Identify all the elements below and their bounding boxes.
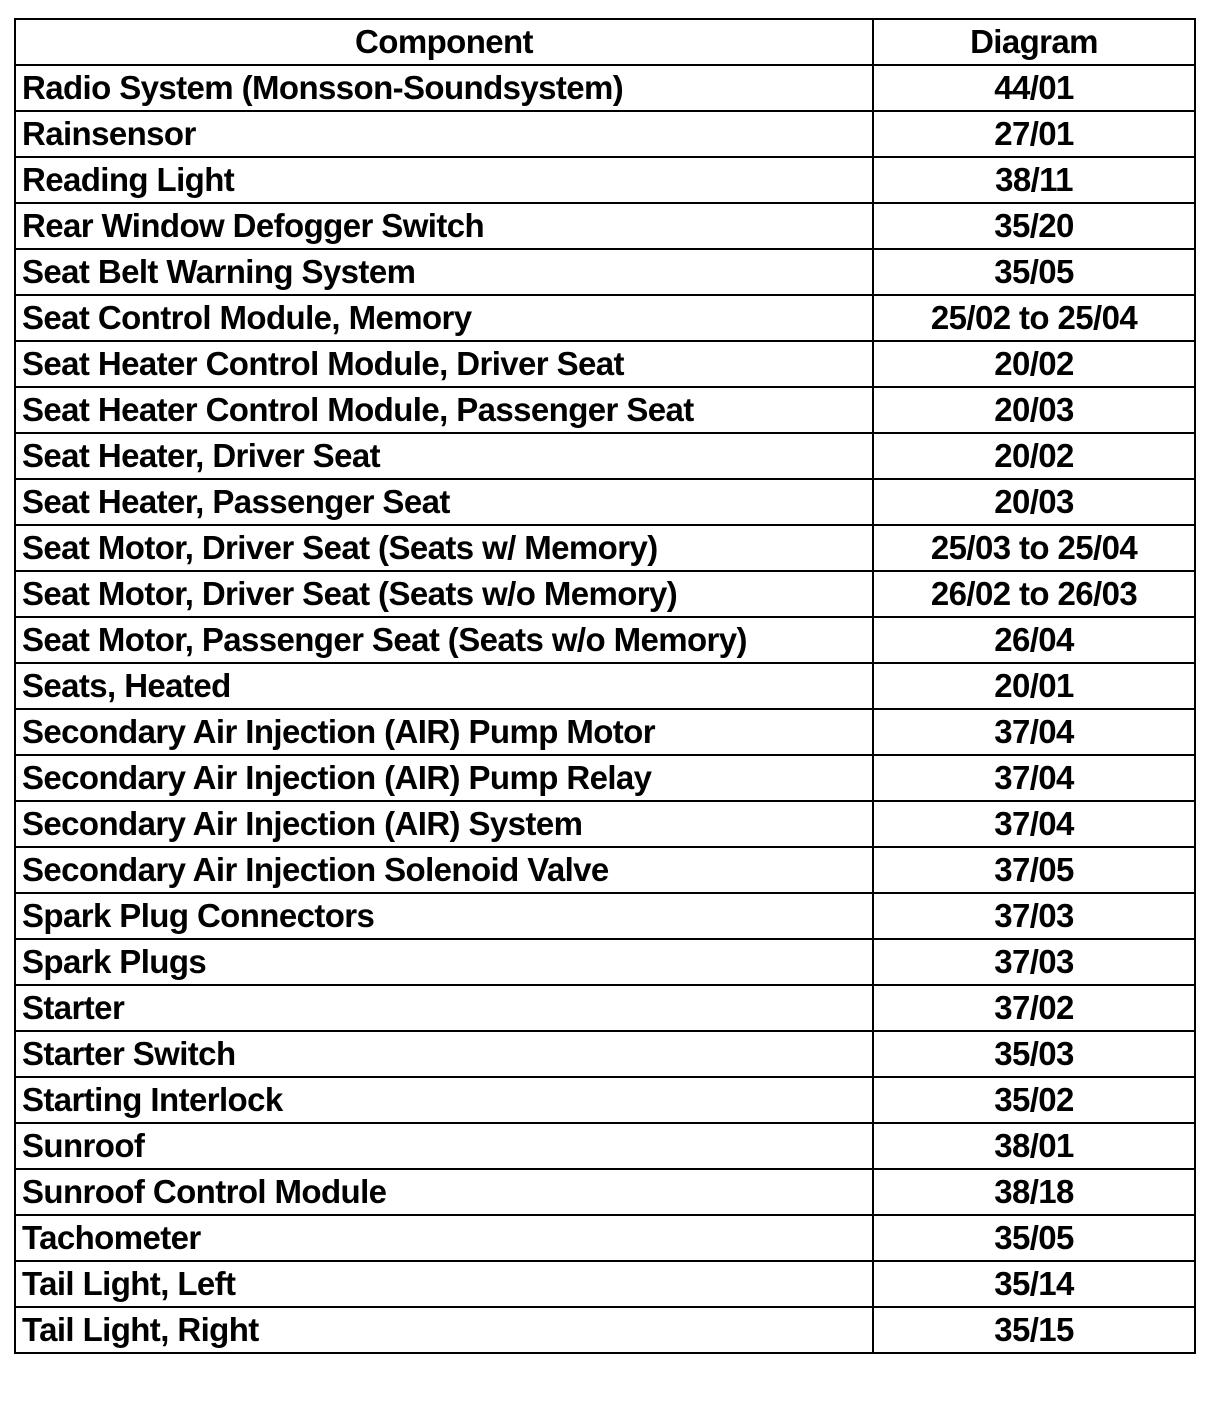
- diagram-cell: 35/14: [873, 1261, 1195, 1307]
- table-row: [15, 893, 1195, 939]
- component-cell: Sunroof: [15, 1123, 873, 1169]
- table-row: [15, 617, 1195, 663]
- table-row: [15, 755, 1195, 801]
- diagram-cell: 20/02: [873, 433, 1195, 479]
- diagram-cell: 37/04: [873, 709, 1195, 755]
- diagram-cell: 26/02 to 26/03: [873, 571, 1195, 617]
- component-cell: Seat Control Module, Memory: [15, 295, 873, 341]
- table-row: [15, 341, 1195, 387]
- diagram-cell: 35/03: [873, 1031, 1195, 1077]
- component-cell: Seat Motor, Driver Seat (Seats w/o Memory): [15, 571, 873, 617]
- component-cell: Seat Belt Warning System: [15, 249, 873, 295]
- diagram-cell: 37/05: [873, 847, 1195, 893]
- table-row: [15, 111, 1195, 157]
- table-row: [15, 1123, 1195, 1169]
- table-row: [15, 1031, 1195, 1077]
- component-cell: Sunroof Control Module: [15, 1169, 873, 1215]
- diagram-cell: 37/04: [873, 755, 1195, 801]
- diagram-cell: 27/01: [873, 111, 1195, 157]
- table-row: [15, 479, 1195, 525]
- diagram-cell: 37/03: [873, 939, 1195, 985]
- diagram-cell: 44/01: [873, 65, 1195, 111]
- table-row: [15, 203, 1195, 249]
- table-body: [15, 65, 1195, 1353]
- diagram-cell: 38/11: [873, 157, 1195, 203]
- component-cell: Tail Light, Right: [15, 1307, 873, 1353]
- diagram-cell: 38/18: [873, 1169, 1195, 1215]
- table-row: [15, 571, 1195, 617]
- component-cell: Secondary Air Injection Solenoid Valve: [15, 847, 873, 893]
- diagram-cell: 35/02: [873, 1077, 1195, 1123]
- component-cell: Seat Motor, Driver Seat (Seats w/ Memory): [15, 525, 873, 571]
- table-row: [15, 663, 1195, 709]
- table-row: [15, 525, 1195, 571]
- diagram-cell: 20/03: [873, 387, 1195, 433]
- diagram-cell: 20/03: [873, 479, 1195, 525]
- diagram-cell: 20/02: [873, 341, 1195, 387]
- component-cell: Reading Light: [15, 157, 873, 203]
- table-row: [15, 709, 1195, 755]
- header-diagram: Diagram: [873, 19, 1195, 65]
- component-cell: Spark Plugs: [15, 939, 873, 985]
- component-cell: Starting Interlock: [15, 1077, 873, 1123]
- table-row: [15, 939, 1195, 985]
- table-row: [15, 847, 1195, 893]
- diagram-cell: 25/03 to 25/04: [873, 525, 1195, 571]
- diagram-cell: 37/02: [873, 985, 1195, 1031]
- diagram-cell: 35/20: [873, 203, 1195, 249]
- component-cell: Radio System (Monsson-Soundsystem): [15, 65, 873, 111]
- table-row: [15, 157, 1195, 203]
- component-cell: Secondary Air Injection (AIR) Pump Motor: [15, 709, 873, 755]
- component-cell: Secondary Air Injection (AIR) Pump Relay: [15, 755, 873, 801]
- component-cell: Seat Heater Control Module, Driver Seat: [15, 341, 873, 387]
- component-diagram-table: [14, 18, 1196, 1354]
- component-cell: Seat Heater, Passenger Seat: [15, 479, 873, 525]
- table-row: [15, 433, 1195, 479]
- table-row: [15, 1215, 1195, 1261]
- table-row: [15, 1077, 1195, 1123]
- component-cell: Spark Plug Connectors: [15, 893, 873, 939]
- component-diagram-table-container: [14, 18, 1194, 1354]
- diagram-cell: 35/15: [873, 1307, 1195, 1353]
- component-cell: Tachometer: [15, 1215, 873, 1261]
- diagram-cell: 20/01: [873, 663, 1195, 709]
- diagram-cell: 25/02 to 25/04: [873, 295, 1195, 341]
- component-cell: Starter: [15, 985, 873, 1031]
- table-row: [15, 1261, 1195, 1307]
- table-row: [15, 1169, 1195, 1215]
- table-row: [15, 387, 1195, 433]
- table-row: [15, 985, 1195, 1031]
- component-cell: Rear Window Defogger Switch: [15, 203, 873, 249]
- table-row: [15, 801, 1195, 847]
- diagram-cell: 38/01: [873, 1123, 1195, 1169]
- diagram-cell: 35/05: [873, 249, 1195, 295]
- diagram-cell: 35/05: [873, 1215, 1195, 1261]
- table-header-row: [15, 19, 1195, 65]
- component-cell: Seat Motor, Passenger Seat (Seats w/o Memory): [15, 617, 873, 663]
- component-cell: Tail Light, Left: [15, 1261, 873, 1307]
- header-component: Component: [15, 19, 873, 65]
- table-row: [15, 295, 1195, 341]
- component-cell: Starter Switch: [15, 1031, 873, 1077]
- diagram-cell: 37/04: [873, 801, 1195, 847]
- table-row: [15, 249, 1195, 295]
- diagram-cell: 37/03: [873, 893, 1195, 939]
- component-cell: Rainsensor: [15, 111, 873, 157]
- table-row: [15, 1307, 1195, 1353]
- diagram-cell: 26/04: [873, 617, 1195, 663]
- component-cell: Seat Heater, Driver Seat: [15, 433, 873, 479]
- table-row: [15, 65, 1195, 111]
- component-cell: Secondary Air Injection (AIR) System: [15, 801, 873, 847]
- component-cell: Seat Heater Control Module, Passenger Seat: [15, 387, 873, 433]
- component-cell: Seats, Heated: [15, 663, 873, 709]
